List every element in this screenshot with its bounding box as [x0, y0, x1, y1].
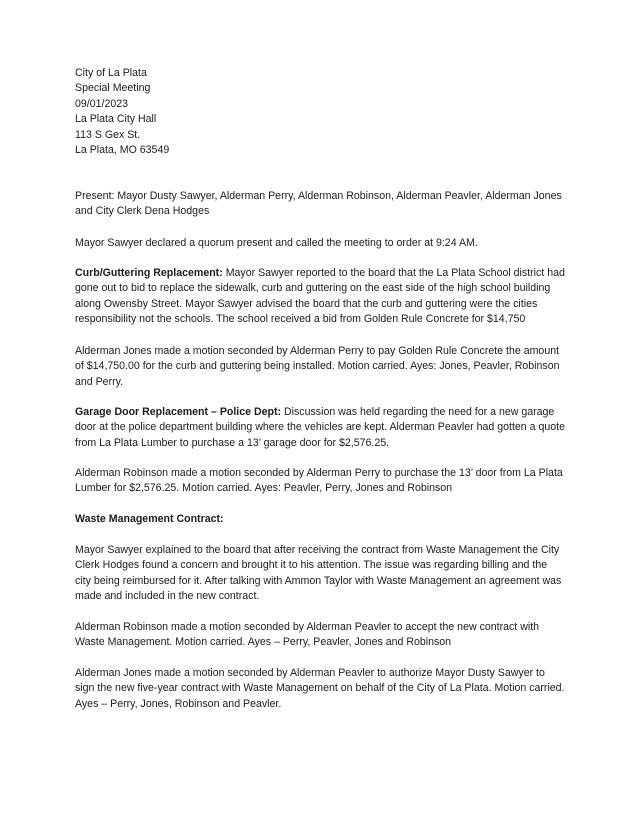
header-city-state-zip: La Plata, MO 63549: [75, 144, 170, 157]
header-venue: La Plata City Hall: [75, 113, 157, 126]
garage-motion-paragraph: Alderman Robinson made a motion seconded by Alderman Perry to purchase the 13’ door from La Plata Lumber for $2,576.25. Motion carried. Ayes: Peavler, Perry, Jones and Robinson: [75, 467, 563, 495]
curb-paragraph: [75, 266, 565, 328]
header-date: 09/01/2023: [75, 97, 129, 110]
garage-paragraph: [75, 405, 565, 451]
header-street: 113 S Gex St.: [75, 128, 141, 141]
waste-paragraph: Mayor Sawyer explained to the board that after receiving the contract from Waste Management the City Clerk Hodges found a concern and brought it to his attention. The issue was regarding billing and the city being reimbursed for it. After talking with Ammon Taylor with Waste Management an agreement was made and included in the new contract.: [75, 544, 562, 603]
garage-text: Discussion was held regarding the need for a new garage door at the police department building where the vehicles are kept. Alderman Peavler had gotten a quote from La Plata Lumber to purchase a 13’ garage door for $2,576.25.: [75, 406, 565, 449]
waste-motion1-paragraph: Alderman Robinson made a motion seconded by Alderman Peavler to accept the new contract with Waste Management. Motion carried. Ayes – Perry, Peavler, Jones and Robinson: [75, 621, 540, 649]
header-meeting-type: Special Meeting: [75, 82, 151, 95]
waste-heading: Waste Management Contract:: [75, 513, 224, 525]
curb-text: Mayor Sawyer reported to the board that the La Plata School district had gone out to bid to replace the sidewalk, curb and guttering on the east side of the high school building along Owensby Street. Mayor Sawyer advised the board that the curb and guttering were the cities responsibility not the schools. The school received a bid from Golden Rule Concrete for $14,750: [75, 267, 565, 326]
header-city: City of La Plata: [75, 67, 147, 79]
quorum-paragraph: Mayor Sawyer declared a quorum present and called the meeting to order at 9:24 AM.: [75, 237, 478, 249]
garage-label: Garage Door Replacement – Police Dept:: [75, 406, 282, 418]
curb-motion-paragraph: Alderman Jones made a motion seconded by Alderman Perry to pay Golden Rule Concrete the amount of $14,750.00 for the curb and guttering being installed. Motion carried. Ayes: Jones, Peavler, Robinson and Perry.: [75, 345, 560, 388]
waste-motion2-paragraph: Alderman Jones made a motion seconded by Alderman Peavler to authorize Mayor Dusty Sawyer to sign the new five-year contract with Waste Management on behalf of the City of La Plata. Motion carried. Ayes – Perry, Jones, Robinson and Peavler.: [75, 667, 565, 710]
present-paragraph: Present: Mayor Dusty Sawyer, Alderman Perry, Alderman Robinson, Alderman Peavler, Alderman Jones and City Clerk Dena Hodges: [75, 190, 562, 218]
curb-label: Curb/Guttering Replacement:: [75, 267, 223, 279]
meeting-header: [75, 66, 375, 158]
